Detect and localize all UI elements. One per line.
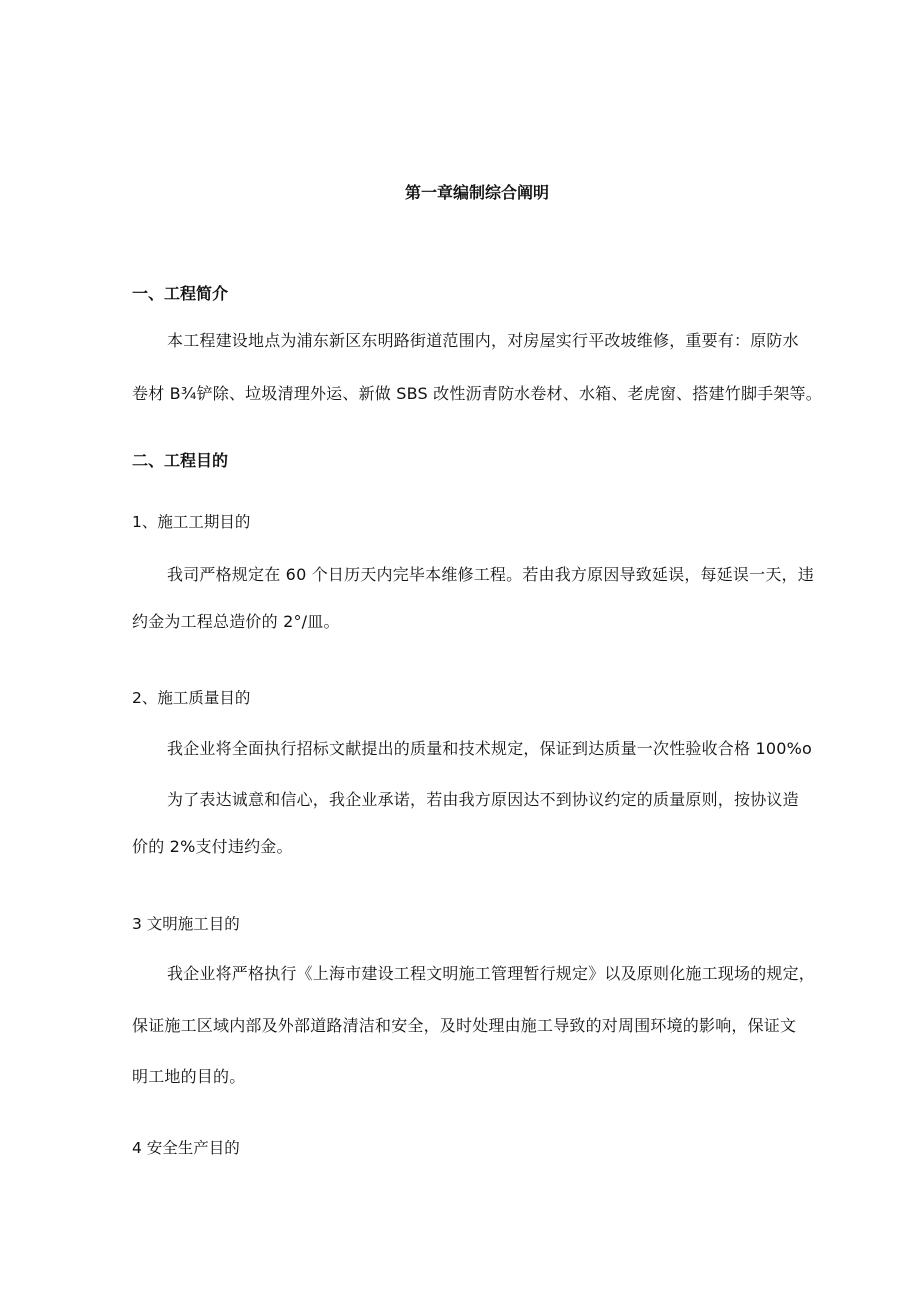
chapter-title: 第一章编制综合阐明: [405, 183, 550, 202]
subsection-heading-civilized-construction: 3 文明施工目的: [132, 915, 240, 933]
paragraph-line: 保证施工区域内部及外部道路清洁和安全，及时处理由施工导致的对周围环境的影响，保证文: [132, 1016, 797, 1035]
subsection-heading-quality: 2、施工质量目的: [132, 689, 251, 707]
paragraph-line: 我企业将严格执行《上海市建设工程文明施工管理暂行规定》以及原则化施工现场的规定，: [167, 964, 816, 983]
paragraph-line: 价的 2%支付违约金。: [132, 837, 293, 856]
paragraph-line: 卷材 B¾铲除、垃圾清理外运、新做 SBS 改性沥青防水卷材、水箱、老虎窗、搭建竹脚手架等。: [132, 384, 822, 403]
paragraph-line: 我企业将全面执行招标文献提出的质量和技术规定，保证到达质量一次性验收合格 100%o: [167, 739, 813, 758]
paragraph-line: 约金为工程总造价的 2°/皿。: [132, 612, 340, 631]
section-heading-project-intro: 一、工程简介: [132, 284, 229, 303]
paragraph-line: 明工地的目的。: [132, 1067, 246, 1086]
subsection-heading-safety: 4 安全生产目的: [132, 1139, 240, 1157]
paragraph-line: 本工程建设地点为浦东新区东明路街道范围内，对房屋实行平改坡维修，重要有：原防水: [167, 331, 799, 350]
section-heading-project-goals: 二、工程目的: [132, 451, 229, 470]
subsection-heading-schedule: 1、施工工期目的: [132, 513, 251, 531]
paragraph-line: 为了表达诚意和信心，我企业承诺，若由我方原因达不到协议约定的质量原则，按协议造: [167, 790, 799, 809]
paragraph-line: 我司严格规定在 60 个日历天内完毕本维修工程。若由我方原因导致延误，每延误一天，违: [167, 565, 814, 584]
